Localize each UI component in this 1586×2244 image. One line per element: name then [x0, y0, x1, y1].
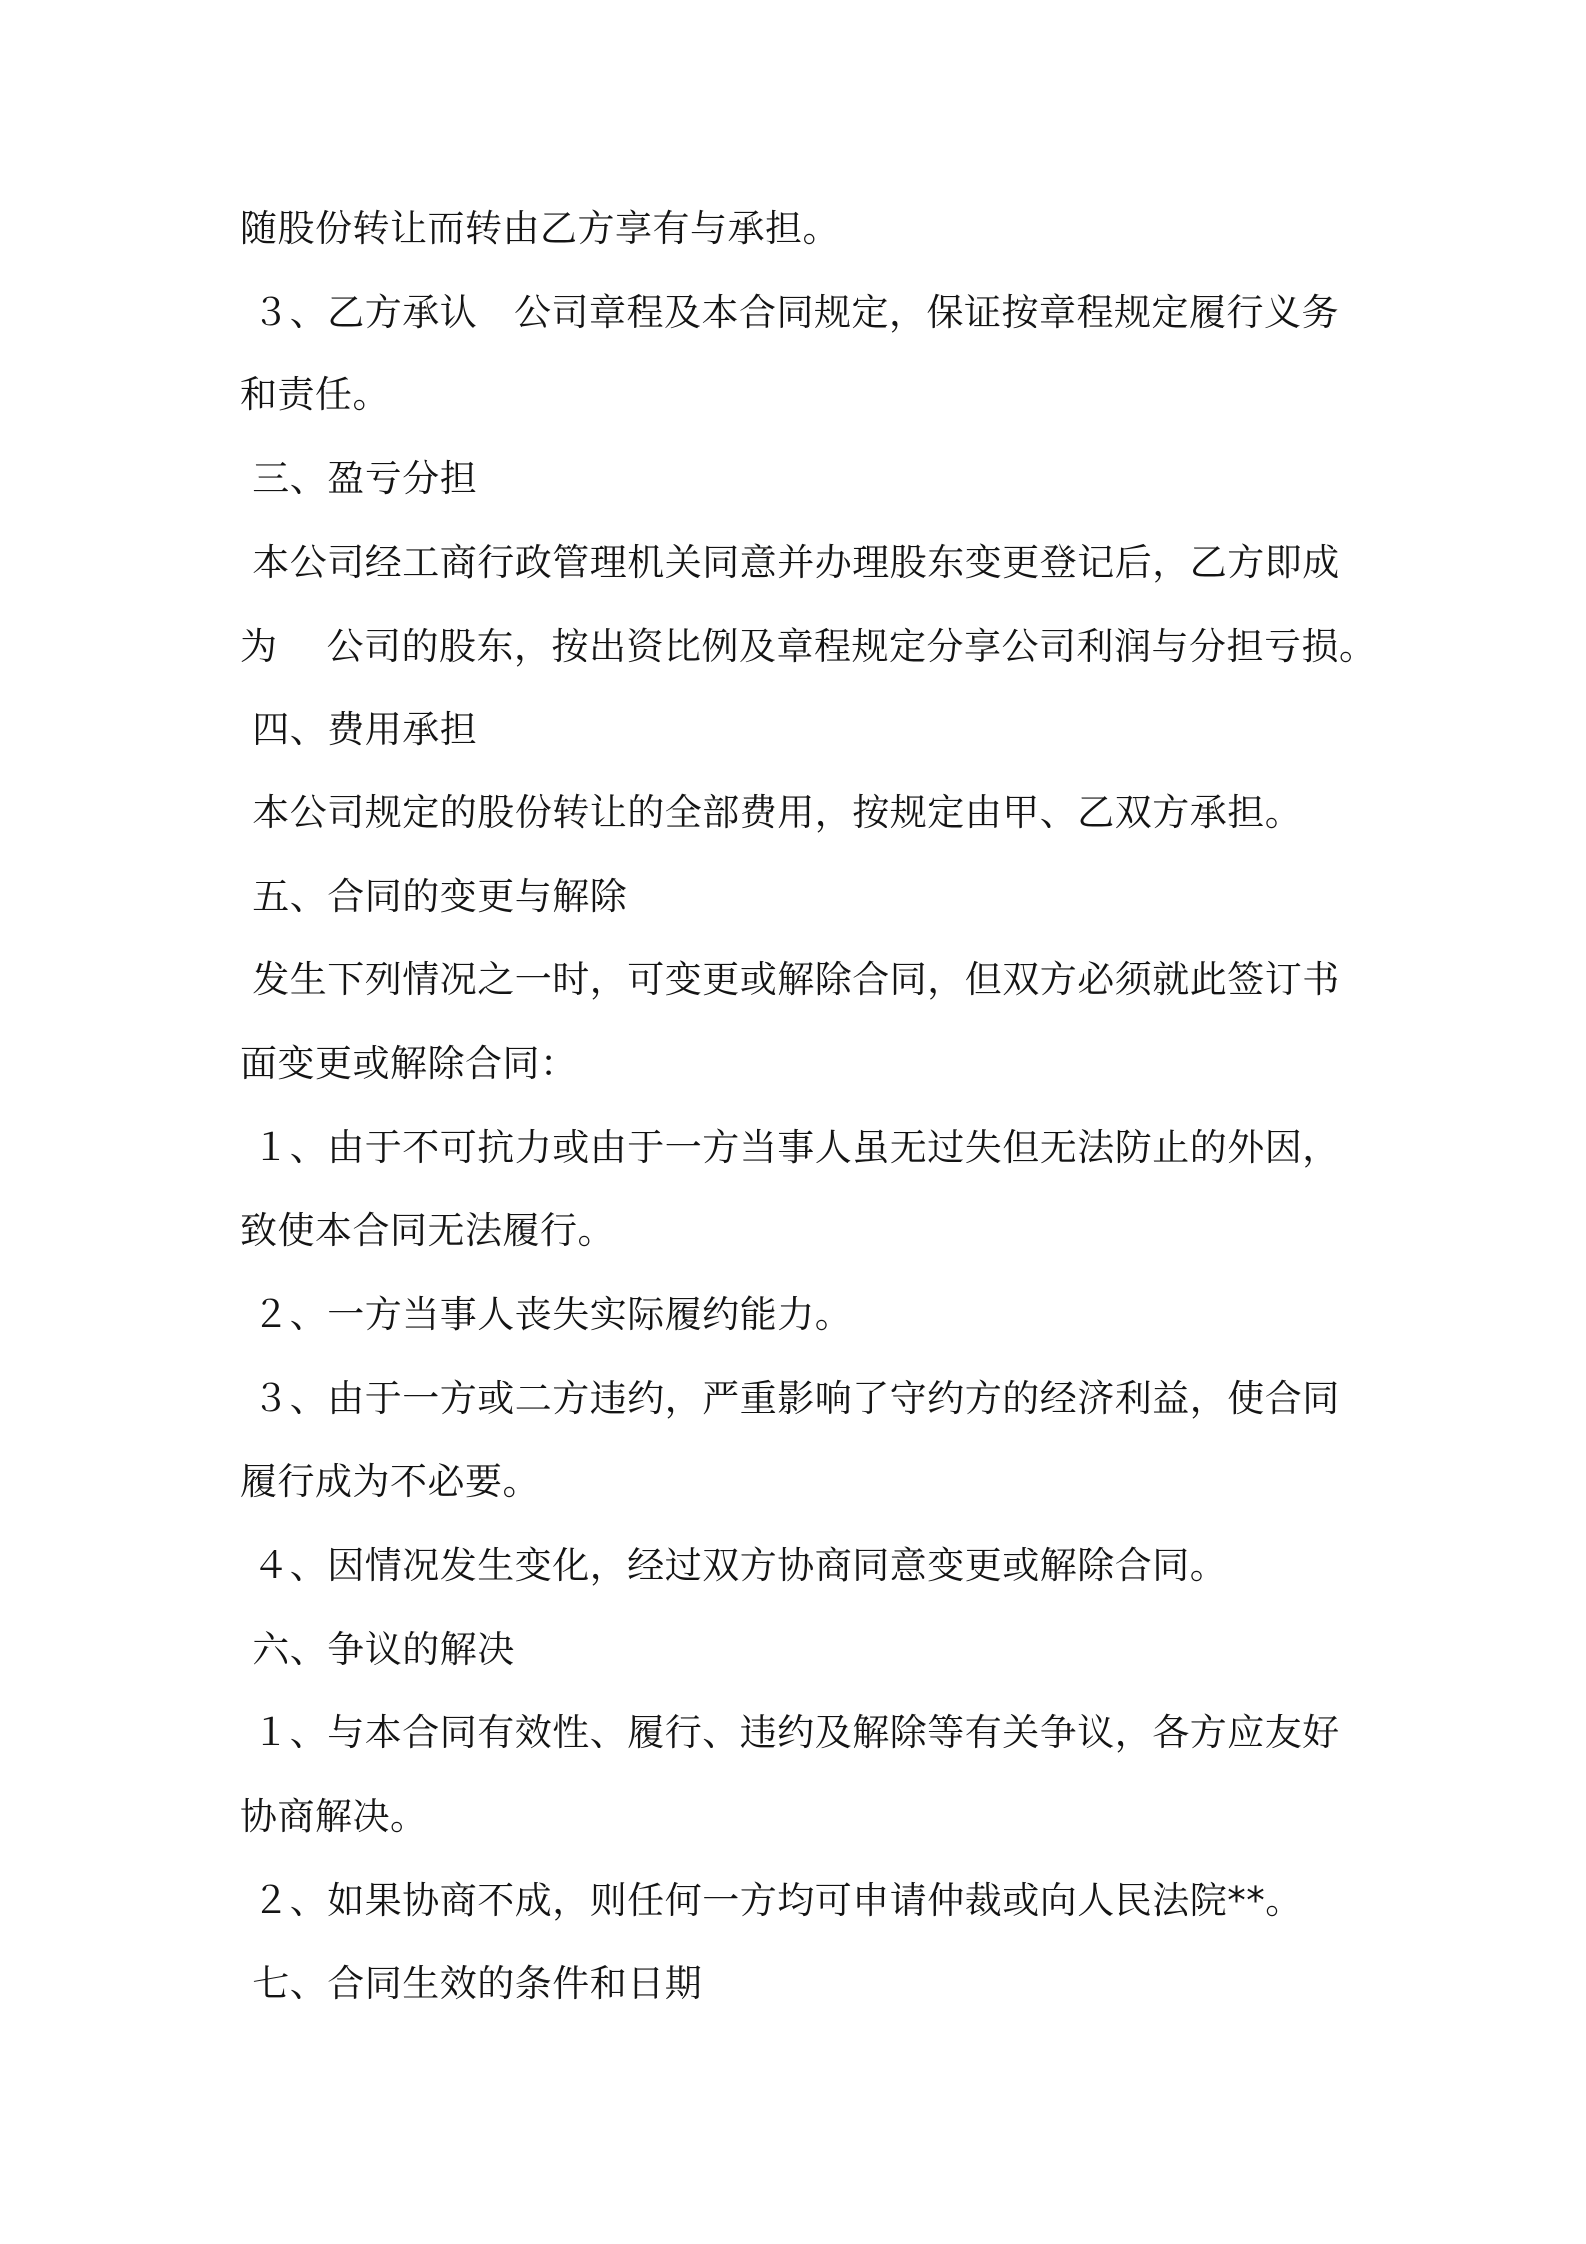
section-heading: 七、合同生效的条件和日期	[240, 1962, 703, 2005]
section-heading: 五、合同的变更与解除	[240, 875, 628, 918]
text-line: １、由于不可抗力或由于一方当事人虽无过失但无法防止的外因，	[240, 1126, 1340, 1169]
text-line: 协商解决。	[240, 1795, 428, 1838]
text-line: 致使本合同无法履行。	[240, 1209, 615, 1252]
text-line: 随股份转让而转由乙方享有与承担。	[240, 207, 840, 250]
text-line: ２、如果协商不成，则任何一方均可申请仲裁或向人民法院**。	[240, 1879, 1303, 1922]
section-heading: 六、争议的解决	[240, 1628, 515, 1671]
text-line: 和责任。	[240, 373, 390, 416]
text-line: 履行成为不必要。	[240, 1460, 540, 1503]
text-line: 发生下列情况之一时，可变更或解除合同，但双方必须就此签订书	[240, 958, 1340, 1001]
text-line: ３、由于一方或二方违约，严重影响了守约方的经济利益，使合同	[240, 1377, 1340, 1420]
text-line: 本公司经工商行政管理机关同意并办理股东变更登记后，乙方即成	[240, 541, 1340, 584]
text-line: ２、一方当事人丧失实际履约能力。	[240, 1293, 853, 1336]
text-line: 为 公司的股东，按出资比例及章程规定分享公司利润与分担亏损。	[240, 625, 1377, 668]
section-heading: 四、费用承担	[240, 708, 478, 751]
text-line: 本公司规定的股份转让的全部费用，按规定由甲、乙双方承担。	[240, 791, 1303, 834]
section-heading: 三、盈亏分担	[240, 457, 478, 500]
text-line: 面变更或解除合同：	[240, 1042, 578, 1085]
text-line: ４、因情况发生变化，经过双方协商同意变更或解除合同。	[240, 1544, 1228, 1587]
text-line: １、与本合同有效性、履行、违约及解除等有关争议，各方应友好	[240, 1711, 1340, 1754]
text-line: ３、乙方承认 公司章程及本合同规定，保证按章程规定履行义务	[240, 291, 1340, 334]
